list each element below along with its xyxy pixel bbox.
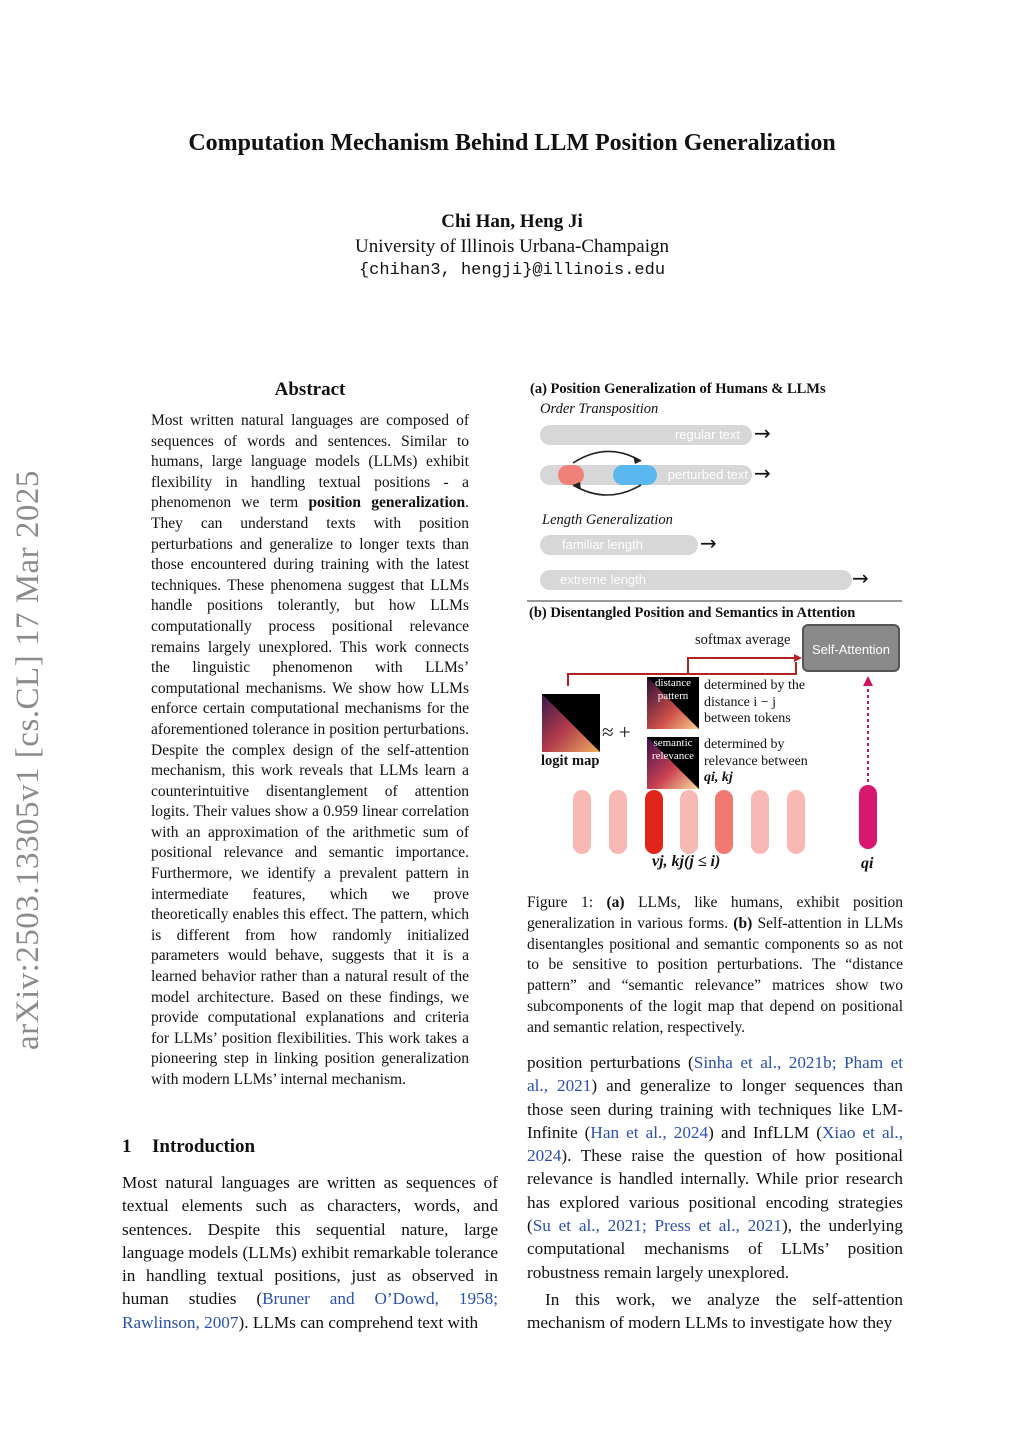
citation-link[interactable]: Sinha et al., 2021b; Pham et al., 2021 <box>527 1053 903 1096</box>
abstract-body <box>151 411 469 1091</box>
arrow-right-icon: → <box>852 566 869 590</box>
abstract-bold-term: position generalization <box>308 494 466 512</box>
distance-pattern-label: distance pattern <box>654 677 692 702</box>
caption-part-a: (a) <box>606 894 625 911</box>
key-vector <box>645 790 663 854</box>
semantic-relevance-label: semantic relevance <box>651 737 695 762</box>
figure-caption <box>527 893 903 1039</box>
caption-part-b: (b) <box>733 914 753 932</box>
familiar-length-label: familiar length <box>562 537 643 552</box>
key-vector <box>787 790 805 854</box>
arrow-right-icon: → <box>700 531 717 555</box>
paper-authors: Chi Han, Heng Ji <box>441 211 583 232</box>
intro-body <box>122 1171 498 1334</box>
citation-link[interactable]: Xiao et al., 2024 <box>527 1122 903 1166</box>
citation-link[interactable]: Bruner and O’Dowd, 1958; Rawlinson, 2007 <box>122 1289 498 1332</box>
key-vector <box>715 790 733 854</box>
key-vector <box>751 790 769 854</box>
paper-affiliation: University of Illinois Urbana-Champaign <box>355 236 669 257</box>
figure-a-title: (a) Position Generalization of Humans & LLMs <box>530 381 826 397</box>
caption-text-b: Self-attention in LLMs disentangles positional and semantic components so as not to be sensitive to position perturbations. The “distance pattern” and “semantic relevance” matrices show two subcomponents of the logit map that depend on positional and semantic relation, respectively. <box>527 914 904 1036</box>
key-vector <box>573 790 591 854</box>
length-generalization-label: Length Generalization <box>542 512 673 528</box>
perturbed-text-label: perturbed text <box>667 467 748 482</box>
regular-text-bar <box>540 425 752 445</box>
approx-plus-symbol: ≈ + <box>602 720 631 744</box>
logit-map-matrix <box>542 694 600 752</box>
self-attention-box: Self-Attention <box>802 624 900 672</box>
query-label: qi <box>861 855 874 872</box>
right-column-body <box>527 1051 903 1335</box>
arrow-right-icon: → <box>754 421 771 445</box>
intro-section-number: 1 <box>122 1136 132 1157</box>
key-vector <box>609 790 627 854</box>
familiar-length-bar <box>540 535 698 555</box>
abstract-heading: Abstract <box>274 379 346 400</box>
regular-text-label: regular text <box>674 427 740 442</box>
query-vector <box>859 785 877 849</box>
text-run: ). These raise the question of how positional relevance is handled internally. While prior research has explored various positional encoding strategies ( <box>527 1146 903 1236</box>
softmax-average-label: softmax average <box>695 632 791 648</box>
figure-b-title: (b) Disentangled Position and Semantics in Attention <box>529 605 856 621</box>
citation-link[interactable]: Su et al., 2021; Press et al., 2021 <box>532 1216 782 1236</box>
intro-heading <box>122 1136 255 1158</box>
text-run: position perturbations ( <box>527 1053 694 1072</box>
qk-label: qi, kj <box>704 770 733 785</box>
text-run: ) and InfLLM ( <box>708 1122 822 1142</box>
paragraph: In this work, we analyze the self-attention mechanism of modern LLMs to investigate how they <box>527 1289 903 1333</box>
figure-divider <box>527 600 902 602</box>
abstract-text-end: . They can understand texts with position perturbations and generalize to longer texts than those encountered during training with the latest techniques. These phenomena suggest that LLMs handle positions tolerantly, but how LLMs computationally process positional relevance remains largely unexplored. This work connects the linguistic phenomenon with LLMs’ computational mechanisms. We show how LLMs enforce certain computational mechanisms for the aforementioned tolerance in position perturbations. Despite the complex design of the self-attention mechanism, this work reveals that LLMs learn a counterintuitive disentanglement of attention logits. Their values show a 0.959 linear correlation with an approximation of the arithmetic sum of positional relevance and semantic importance. Furthermore, we identify a prevalent pattern in intermediate features, which we prove theoretically enables this effect. The pattern, which is different from how randomly initialized parameters would behave, suggests that it is a learned behavior rather than a natural result of the model architecture. Based on these findings, we provide computational explanations and criteria for LLMs’ position flexibilities. This work takes a pioneering step in linking position generalization with modern LLMs’ internal mechanism. <box>151 494 469 1088</box>
key-vector <box>680 790 698 854</box>
key-value-label: vj, kj(j ≤ i) <box>652 853 721 870</box>
logit-map-label: logit map <box>541 753 600 769</box>
intro-text: Most natural languages are written as sequences of textual elements such as characters, words, and sentences. Despite this sequential nature, large language models (LLMs) exhibit remarkable tolerance in handling textual positions, just as observed in human studies ( <box>122 1173 498 1309</box>
extreme-length-label: extreme length <box>560 572 646 587</box>
caption-text-a: LLMs, like humans, exhibit position generalization in various forms. <box>527 894 903 932</box>
paragraph <box>527 1051 903 1284</box>
swap-arrows-icon <box>555 447 665 497</box>
paper-email: {chihan3, hengji}@illinois.edu <box>358 261 666 280</box>
paper-title: Computation Mechanism Behind LLM Position Generalization <box>188 130 836 156</box>
intro-section-title: Introduction <box>152 1136 256 1157</box>
abstract-text-start: Most written natural languages are composed of sequences of words and sentences. Similar to humans, large language models (LLMs) exhibit flexibility in handling textual positions - a phenomenon we term <box>151 412 469 512</box>
arxiv-identifier: arXiv:2503.13305v1 [cs.CL] 17 Mar 2025 <box>10 470 46 1050</box>
citation-link[interactable]: Han et al., 2024 <box>590 1122 709 1142</box>
text-run: ), the underlying computational mechanisms of LLMs’ position robustness remain largely unexplored. <box>527 1216 903 1282</box>
intro-text-end: ). LLMs can comprehend text with <box>238 1312 479 1332</box>
order-transposition-label: Order Transposition <box>540 401 659 417</box>
text-run: ) and generalize to longer sequences than those seen during training with techniques like LM-Infinite ( <box>527 1076 904 1142</box>
query-arrow-icon <box>860 676 876 784</box>
caption-label: Figure 1: <box>527 894 594 911</box>
extreme-length-bar <box>540 570 852 590</box>
relevance-description: determined by relevance between <box>704 737 808 769</box>
arrow-right-icon: → <box>754 461 771 485</box>
distance-description: determined by the distance i − j between tokens <box>704 678 806 726</box>
